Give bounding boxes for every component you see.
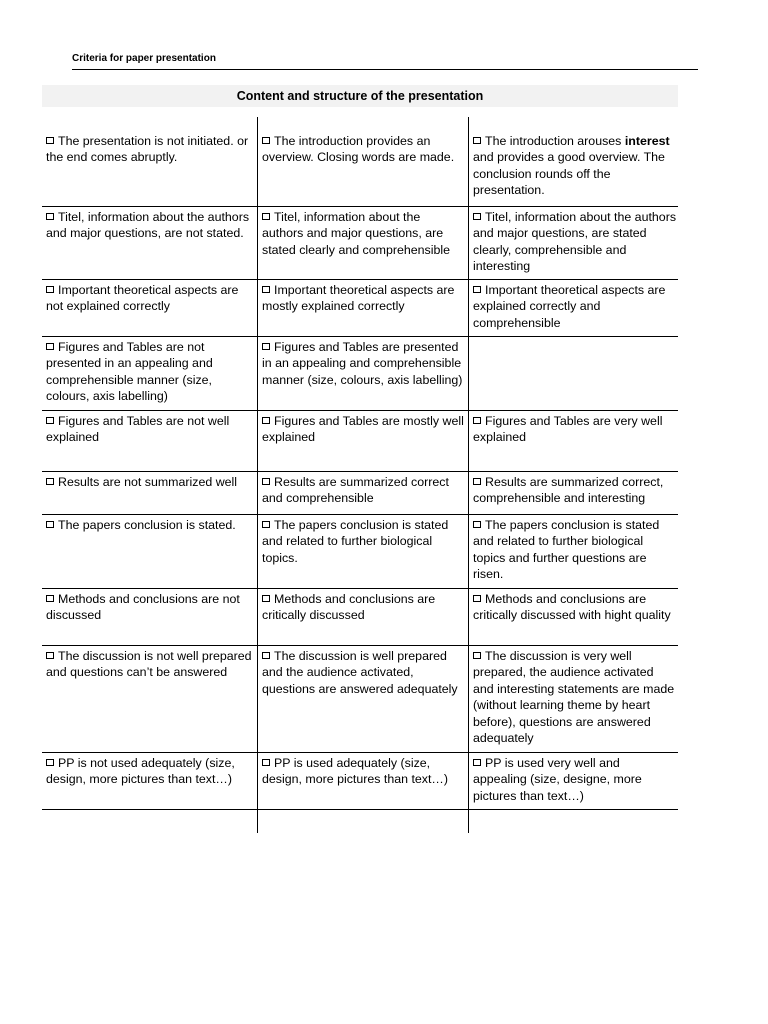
- checkbox-icon: [46, 652, 54, 659]
- criterion-text: Methods and conclusions are not discussed: [46, 592, 240, 623]
- table-row: [42, 515, 678, 589]
- checkbox-icon: [262, 595, 270, 602]
- checkbox-icon: [262, 343, 270, 350]
- criterion-cell-high: [468, 207, 678, 279]
- criterion-text: Methods and conclusions are critically discussed: [262, 592, 436, 623]
- table-row: [42, 472, 678, 515]
- criterion-cell-high: [468, 280, 678, 336]
- table-row: [42, 207, 678, 280]
- criterion-text: Figures and Tables are mostly well explained: [262, 414, 464, 445]
- checkbox-icon: [262, 286, 270, 293]
- checkbox-icon: [262, 137, 270, 144]
- criterion-cell-high-empty: [468, 337, 678, 410]
- criterion-cell-mid: [257, 589, 468, 645]
- criterion-text: The presentation is not initiated. or the end comes abruptly.: [46, 134, 249, 165]
- criterion-text: Methods and conclusions are critically discussed with hight quality: [473, 592, 671, 623]
- criterion-cell-low: [42, 337, 257, 410]
- criterion-cell-high: [468, 117, 678, 206]
- empty-cell: [468, 810, 678, 833]
- table-row: [42, 117, 678, 207]
- empty-cell: [257, 810, 468, 833]
- table-row: [42, 646, 678, 753]
- criterion-text: The introduction provides an overview. Closing words are made.: [262, 134, 455, 165]
- criterion-text: Titel, information about the authors and major questions, are not stated.: [46, 210, 250, 241]
- criterion-text: The discussion is very well prepared, the audience activated and interesting statements are made (without learning theme by heart before), questions are answered adequately: [473, 649, 675, 746]
- checkbox-icon: [46, 343, 54, 350]
- rubric-table: [42, 117, 678, 833]
- checkbox-icon: [46, 137, 54, 144]
- criterion-cell-low: [42, 646, 257, 752]
- criterion-text: The papers conclusion is stated and related to further biological topics and further questions are risen.: [473, 518, 660, 582]
- table-row: [42, 753, 678, 810]
- criterion-text: Important theoretical aspects are explained correctly and comprehensible: [473, 283, 666, 330]
- criterion-cell-high: [468, 589, 678, 645]
- criterion-cell-low: [42, 515, 257, 588]
- checkbox-icon: [262, 652, 270, 659]
- criterion-cell-mid: [257, 515, 468, 588]
- checkbox-icon: [262, 759, 270, 766]
- criterion-text: Important theoretical aspects are mostly explained correctly: [262, 283, 455, 314]
- checkbox-icon: [473, 286, 481, 293]
- criterion-cell-low: [42, 117, 257, 206]
- table-row: [42, 589, 678, 646]
- criterion-text: Titel, information about the authors and major questions, are stated clearly and comprehensible: [262, 210, 451, 257]
- table-row: [42, 411, 678, 472]
- criterion-cell-low: [42, 411, 257, 471]
- criterion-text: The papers conclusion is stated.: [58, 518, 236, 532]
- document-header: [72, 52, 698, 70]
- criterion-text-emphasis: interest: [624, 134, 670, 148]
- criterion-cell-high: [468, 411, 678, 471]
- criterion-cell-mid: [257, 117, 468, 206]
- empty-cell: [42, 810, 257, 833]
- criterion-cell-mid: [257, 472, 468, 514]
- criterion-cell-high: [468, 646, 678, 752]
- criterion-text: Figures and Tables are presented in an appealing and comprehensible manner (size, colours, axis labelling): [262, 340, 463, 387]
- criterion-cell-mid: [257, 207, 468, 279]
- criterion-cell-high: [468, 515, 678, 588]
- criterion-text: Results are summarized correct, comprehensible and interesting: [473, 475, 664, 506]
- criterion-text: The discussion is well prepared and the audience activated, questions are answered adequately: [262, 649, 458, 696]
- criterion-text: PP is used adequately (size, design, more pictures than text…): [262, 756, 448, 787]
- criterion-text: The papers conclusion is stated and related to further biological topics.: [262, 518, 449, 565]
- table-row: [42, 337, 678, 411]
- criterion-cell-low: [42, 589, 257, 645]
- section-title-bar: [42, 85, 678, 107]
- checkbox-icon: [46, 478, 54, 485]
- checkbox-icon: [473, 652, 481, 659]
- criterion-cell-low: [42, 207, 257, 279]
- criterion-text: Titel, information about the authors and major questions, are stated clearly, comprehensible and interesting: [473, 210, 677, 274]
- criterion-cell-low: [42, 472, 257, 514]
- checkbox-icon: [473, 213, 481, 220]
- criterion-text-lead: The introduction arouses: [485, 134, 622, 148]
- checkbox-icon: [262, 417, 270, 424]
- table-row-empty: [42, 810, 678, 833]
- checkbox-icon: [262, 213, 270, 220]
- criterion-cell-high: [468, 472, 678, 514]
- criterion-text: Figures and Tables are very well explained: [473, 414, 663, 445]
- section-title: Content and structure of the presentation: [236, 89, 484, 103]
- criterion-cell-mid: [257, 646, 468, 752]
- checkbox-icon: [473, 521, 481, 528]
- criterion-text: PP is used very well and appealing (size, designe, more pictures than text…): [473, 756, 642, 803]
- checkbox-icon: [262, 521, 270, 528]
- criterion-text: The discussion is not well prepared and questions can’t be answered: [46, 649, 252, 680]
- checkbox-icon: [473, 137, 481, 144]
- criterion-text-tail: and provides a good overview. The conclusion rounds off the presentation.: [473, 150, 665, 198]
- document-title: Criteria for paper presentation: [72, 53, 216, 64]
- criterion-text: Figures and Tables are not well explained: [46, 414, 230, 445]
- criterion-cell-high: [468, 753, 678, 809]
- checkbox-icon: [46, 595, 54, 602]
- criterion-text: Figures and Tables are not presented in an appealing and comprehensible manner (size, colours, axis labelling): [46, 340, 213, 404]
- checkbox-icon: [473, 478, 481, 485]
- criterion-cell-mid: [257, 753, 468, 809]
- checkbox-icon: [473, 759, 481, 766]
- checkbox-icon: [46, 286, 54, 293]
- criterion-text: Important theoretical aspects are not explained correctly: [46, 283, 239, 314]
- criterion-text: Results are not summarized well: [58, 475, 238, 489]
- checkbox-icon: [262, 478, 270, 485]
- criterion-cell-mid: [257, 337, 468, 410]
- checkbox-icon: [473, 595, 481, 602]
- checkbox-icon: [473, 417, 481, 424]
- checkbox-icon: [46, 417, 54, 424]
- table-row: [42, 280, 678, 337]
- criterion-cell-low: [42, 280, 257, 336]
- criterion-cell-mid: [257, 411, 468, 471]
- criterion-text: PP is not used adequately (size, design, more pictures than text…): [46, 756, 235, 787]
- checkbox-icon: [46, 521, 54, 528]
- checkbox-icon: [46, 759, 54, 766]
- criterion-cell-mid: [257, 280, 468, 336]
- checkbox-icon: [46, 213, 54, 220]
- criterion-text: Results are summarized correct and comprehensible: [262, 475, 449, 506]
- criterion-cell-low: [42, 753, 257, 809]
